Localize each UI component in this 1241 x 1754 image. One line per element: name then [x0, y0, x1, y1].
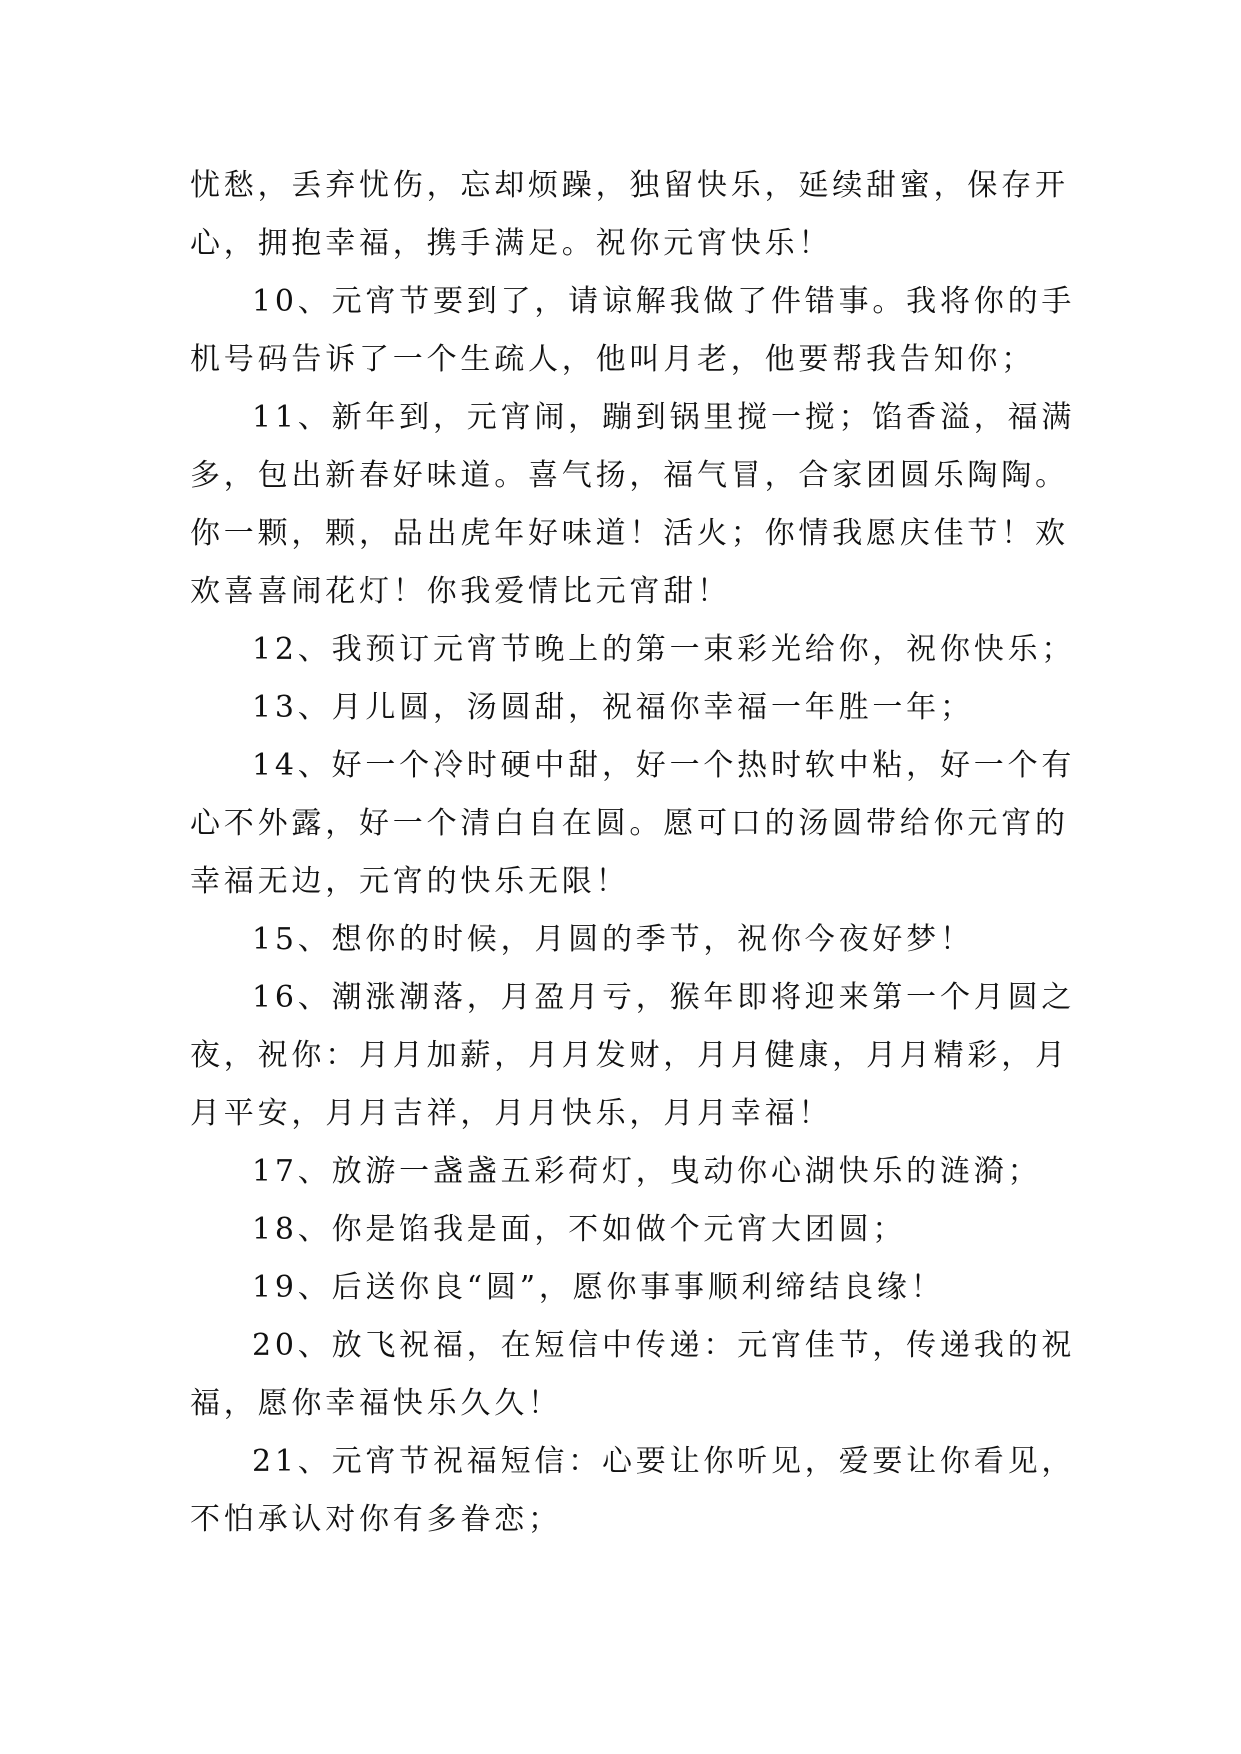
text-line: 机号码告诉了一个生疏人，他叫月老，他要帮我告知你； — [190, 342, 1035, 377]
text-line: 17、放游一盏盏五彩荷灯，曳动你心湖快乐的涟漪； — [252, 1154, 1042, 1189]
text-line: 13、月儿圆，汤圆甜，祝福你幸福一年胜一年； — [252, 690, 974, 725]
paragraph-item-17 — [190, 1143, 1050, 1201]
paragraph-continuation — [190, 157, 1069, 273]
text-line: 19、后送你良“圆”，愿你事事顺利缔结良缘！ — [252, 1270, 945, 1305]
text-line: 多，包出新春好味道。喜气扬，福气冒，合家团圆乐陶陶。 — [190, 458, 1069, 493]
paragraph-item-11 — [190, 389, 1076, 621]
text-line: 14、好一个冷时硬中甜，好一个热时软中粘，好一个有 — [252, 748, 1076, 783]
paragraph-item-15 — [190, 911, 1050, 969]
text-line: 12、我预订元宵节晚上的第一束彩光给你，祝你快乐； — [252, 632, 1076, 667]
text-line: 18、你是馅我是面，不如做个元宵大团圆； — [252, 1212, 907, 1247]
paragraph-item-20 — [190, 1317, 1076, 1433]
paragraph-item-18 — [190, 1201, 1050, 1259]
text-line: 忧愁，丢弃忧伤，忘却烦躁，独留快乐，延续甜蜜，保存开 — [190, 168, 1069, 203]
paragraph-item-10 — [190, 273, 1076, 389]
document-body — [190, 157, 1076, 1549]
text-line: 月平安，月月吉祥，月月快乐，月月幸福！ — [190, 1096, 833, 1131]
paragraph-item-21 — [190, 1433, 1076, 1549]
text-line: 15、想你的时候，月圆的季节，祝你今夜好梦！ — [252, 922, 974, 957]
text-line: 心，拥抱幸福，携手满足。祝你元宵快乐！ — [190, 226, 833, 261]
paragraph-item-13 — [190, 679, 1050, 737]
paragraph-item-19 — [190, 1259, 1050, 1317]
text-line: 心不外露，好一个清白自在圆。愿可口的汤圆带给你元宵的 — [190, 806, 1069, 841]
paragraph-item-14 — [190, 737, 1076, 911]
text-line: 夜，祝你：月月加薪，月月发财，月月健康，月月精彩，月 — [190, 1038, 1069, 1073]
text-line: 11、新年到，元宵闹，蹦到锅里搅一搅；馅香溢，福满 — [252, 400, 1076, 435]
text-line: 不怕承认对你有多眷恋； — [190, 1502, 562, 1537]
text-line: 16、潮涨潮落，月盈月亏，猴年即将迎来第一个月圆之 — [252, 980, 1076, 1015]
text-line: 欢喜喜闹花灯！你我爱情比元宵甜！ — [190, 574, 731, 609]
paragraph-item-12 — [190, 621, 1076, 679]
text-line: 10、元宵节要到了，请谅解我做了件错事。我将你的手 — [252, 284, 1076, 319]
text-line: 20、放飞祝福，在短信中传递：元宵佳节，传递我的祝 — [252, 1328, 1076, 1363]
text-line: 福，愿你幸福快乐久久！ — [190, 1386, 562, 1421]
text-line: 幸福无边，元宵的快乐无限！ — [190, 864, 630, 899]
text-line: 21、元宵节祝福短信：心要让你听见，爱要让你看见， — [252, 1444, 1076, 1479]
paragraph-item-16 — [190, 969, 1076, 1143]
text-line: 你一颗，颗，品出虎年好味道！活火；你情我愿庆佳节！欢 — [190, 516, 1069, 551]
